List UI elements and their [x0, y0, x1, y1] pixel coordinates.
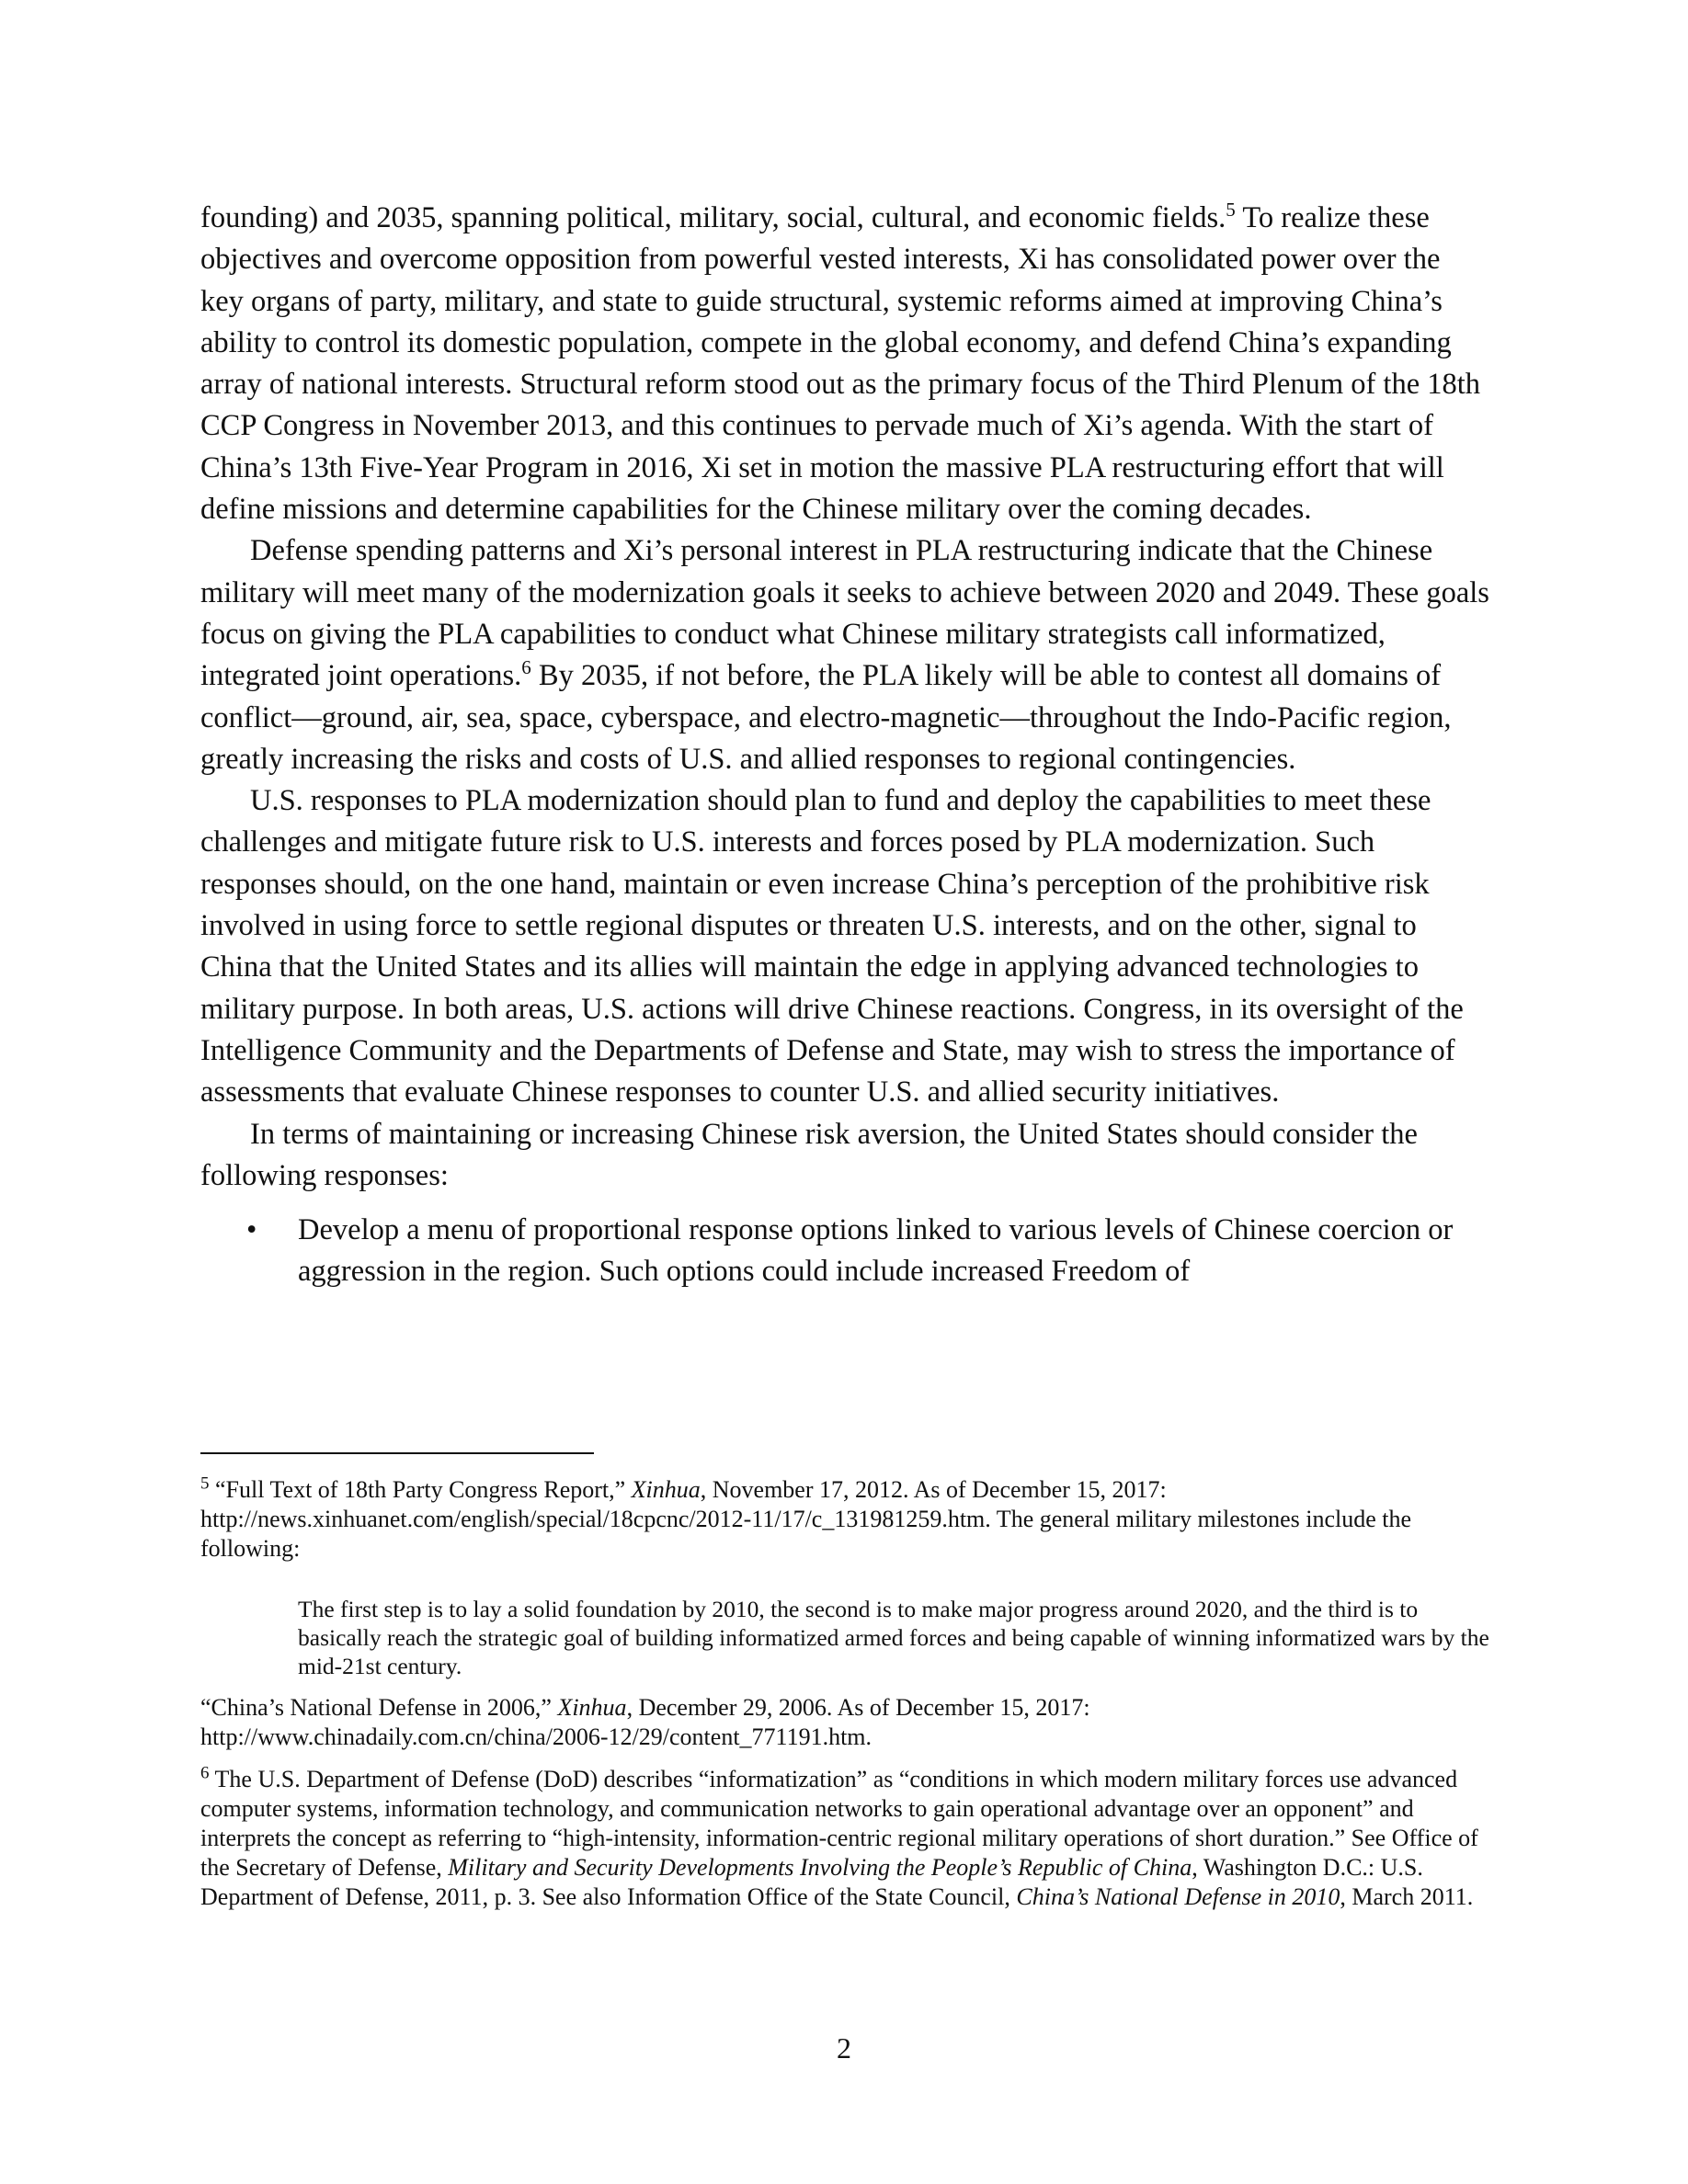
footnote-ref[interactable]: 5 [1226, 199, 1236, 222]
paragraph: In terms of maintaining or increasing Chinese risk aversion, the United States should consider the following responses: [200, 1117, 1418, 1192]
publication-title: China’s National Defense in 2010 [1016, 1883, 1340, 1910]
paragraph-text: Defense spending patterns and Xi’s personal interest in PLA restructuring indicate that the Chinese military will meet many of the modernization goals it seeks to achieve between 2020 and 2049. These goals focus on giving the PLA capabilities to conduct what Chinese military strategists call informatized, integrated joint operations. [200, 534, 1489, 693]
footnote-separator [200, 1452, 594, 1454]
footnote-text: The U.S. Department of Defense (DoD) describes “informatization” as “conditions in which modern military forces use advanced computer systems, information technology, and communication networks to gain operational advantage over an opponent” and interprets the concept as referring to “high-intensity, information-centric regional military operations of short duration.” See Office of the Secretary of Defense, [200, 1766, 1478, 1881]
bullet-list [200, 1210, 1489, 1293]
footnote [200, 1475, 1489, 1564]
footnote-text: , November 17, 2012. As of December 15, 2017: http://news.xinhuanet.com/english/special/18cpcnc/2012-11/17/c_131981259.htm. The general military milestones include the following: [200, 1476, 1412, 1562]
bullet-icon: • [246, 1213, 257, 1247]
source-name: Xinhua [557, 1694, 627, 1721]
footnote-text: , December 29, 2006. As of December 15, 2017: http://www.chinadaily.com.cn/china/2006-12/29/content_771191.htm. [200, 1694, 1090, 1750]
footnote-text: “Full Text of 18th Party Congress Report,” [209, 1476, 632, 1503]
main-text [200, 198, 1489, 1293]
footnote-ref[interactable]: 6 [521, 656, 531, 679]
list-item-text: Develop a menu of proportional response options linked to various levels of Chinese coercion or aggression in the region. Such options could include increased Freedom of [298, 1213, 1454, 1289]
footnote [200, 1765, 1489, 1912]
block-quote: The first step is to lay a solid foundation by 2010, the second is to make major progress around 2020, and the third is to basically reach the strategic goal of building informatized armed forces and being capable of winning informatized wars by the mid-21st century. [298, 1596, 1489, 1679]
page-number: 2 [837, 2031, 851, 2065]
footnote-number: 5 [200, 1473, 210, 1494]
publication-title: Military and Security Developments Involving the People’s Republic of China [448, 1854, 1192, 1881]
list-item [200, 1210, 1489, 1293]
footnote-number: 6 [200, 1763, 210, 1783]
footnote-text: , Washington D.C.: U.S. Department of Defense, 2011, p. 3. See also Information Office of the State Council, [200, 1854, 1423, 1910]
footnote-text: “China’s National Defense in 2006,” [200, 1694, 558, 1721]
paragraph-text: To realize these objectives and overcome opposition from powerful vested interests, Xi has consolidated power over the key organs of party, military, and state to guide structural, systemic reforms aimed at improving China’s ability to control its domestic population, compete in the global economy, and defend China’s expanding array of national interests. Structural reform stood out as the primary focus of the Third Plenum of the 18th CCP Congress in November 2013, and this continues to pervade much of Xi’s agenda. With the start of China’s 13th Five-Year Program in 2016, Xi set in motion the massive PLA restructuring effort that will define missions and determine capabilities for the Chinese military over the coming decades. [200, 201, 1481, 527]
footnote-text: , March 2011. [1340, 1883, 1474, 1910]
paragraph [200, 198, 1489, 530]
paragraph-text: By 2035, if not before, the PLA likely will be able to contest all domains of conflict—ground, air, sea, space, cyberspace, and electro-magnetic—throughout the Indo-Pacific region, greatly increasing the risks and costs of U.S. and allied responses to regional contingencies. [200, 659, 1452, 776]
footnotes [200, 1475, 1489, 1912]
source-name: Xinhua [631, 1476, 701, 1503]
paragraph [200, 530, 1489, 780]
footnote-continuation [200, 1693, 1489, 1752]
paragraph-text: founding) and 2035, spanning political, military, social, cultural, and economic fields. [200, 201, 1226, 234]
paragraph: U.S. responses to PLA modernization should plan to fund and deploy the capabilities to meet these challenges and mitigate future risk to U.S. interests and forces posed by PLA modernization. Such responses should, on the one hand, maintain or even increase China’s perception of the prohibitive risk involved in using force to settle regional disputes or threaten U.S. interests, and on the other, signal to China that the United States and its allies will maintain the edge in applying advanced technologies to military purpose. In both areas, U.S. actions will drive Chinese reactions. Congress, in its oversight of the Intelligence Community and the Departments of Defense and State, may wish to stress the importance of assessments that evaluate Chinese responses to counter U.S. and allied security initiatives. [200, 784, 1464, 1109]
